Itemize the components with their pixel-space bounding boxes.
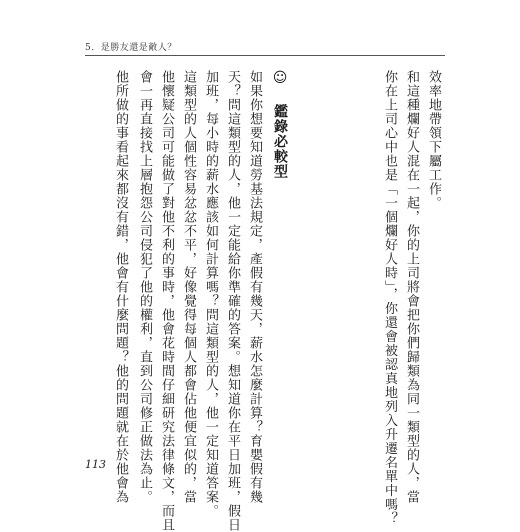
section-heading-label: 鑑錄必較型	[272, 104, 288, 179]
text-column-1: 效率地帶領下屬工作。	[426, 70, 441, 210]
page-number: 113	[85, 458, 106, 471]
text-column-8: 這類型的人個性容易忿忿不平，好像覺得每個人都會佔他便宜似的，當	[181, 70, 196, 504]
text-column-3: 你在上司心中也是「一個爛好人時」，你還會被認真地列入升遷名單中嗎？	[382, 70, 397, 526]
text-column-6: 天？問這類型的人，他一定能給你準確的答案。想知道你在平日加班，假日	[225, 70, 240, 532]
text-column-2: 和這種爛好人混在一起，你的上司將會把你們歸類為同一類型的人，當	[404, 70, 419, 504]
text-column-11: 他所做的事看起來都沒有錯，他會有什麼問題？他的問題就在於他會為	[113, 70, 128, 504]
smiley-icon: ☺	[272, 70, 288, 87]
text-column-10: 會一再直接找上層抱怨公司侵犯了他的權利，直到公司修正做法為止。	[137, 70, 152, 504]
running-header: 5．是勝友還是敵人？	[85, 43, 177, 53]
text-column-7: 加班，每小時的薪水應該如何計算嗎？問這類型的人，他一定知道答案。	[203, 70, 218, 518]
section-heading	[270, 70, 290, 179]
text-column-9: 他懷疑公司可能做了對他不利的事時，他會花時間仔細研究法律條文，而且	[159, 70, 174, 532]
text-column-5: 如果你想要知道勞基法規定，產假有幾天，薪水怎麼計算？育嬰假有幾	[247, 70, 262, 504]
header-divider	[85, 55, 445, 56]
